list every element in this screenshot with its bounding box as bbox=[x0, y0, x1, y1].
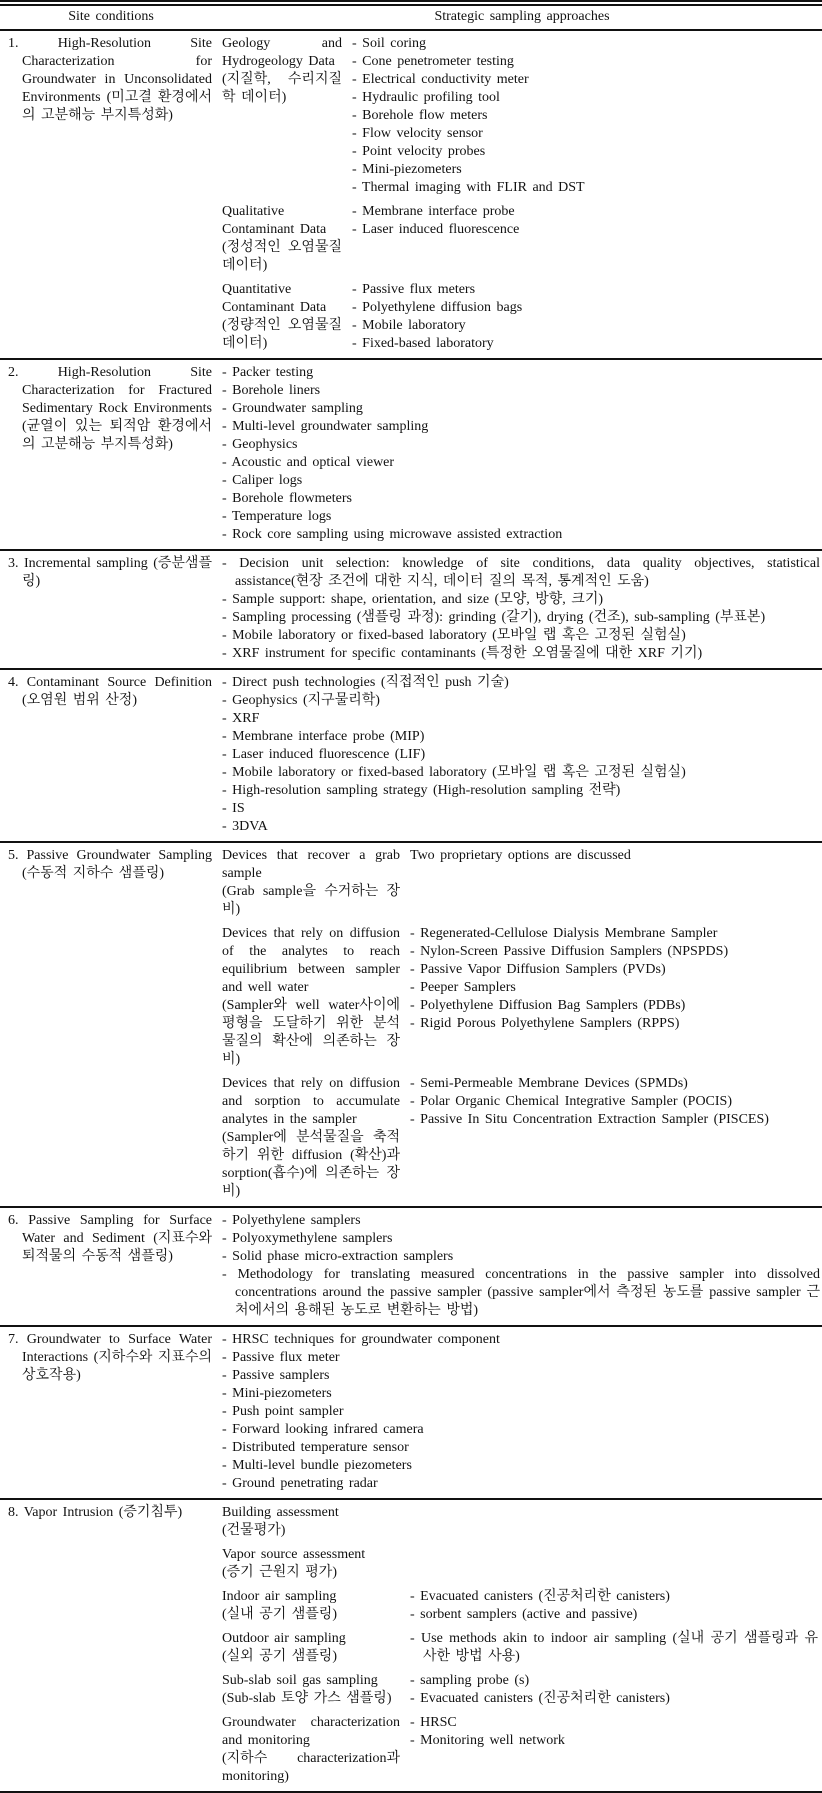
approach-item: - Point velocity probes bbox=[352, 144, 486, 159]
approach-item: - Caliper logs bbox=[222, 473, 303, 488]
approach-group-label-en: Devices that recover a grab sample bbox=[222, 848, 400, 881]
approach-group bbox=[222, 1672, 820, 1708]
table-row bbox=[0, 360, 822, 551]
approach-group bbox=[222, 1714, 820, 1786]
condition-cell: 2. High-Resolution Site Characterization for Fractured Sedimentary Rock Environments (균열이 있는 퇴적암 환경에서의 고분해능 부지특성화) bbox=[8, 365, 212, 452]
approach-item: - Membrane interface probe (MIP) bbox=[222, 729, 425, 744]
approach-item: - Groundwater sampling bbox=[222, 401, 363, 416]
approach-item: - Passive In Situ Concentration Extraction Sampler (PISCES) bbox=[410, 1112, 769, 1127]
approach-group-label-ko: (증기 근원지 평가) bbox=[222, 1565, 337, 1580]
approach-group bbox=[222, 1504, 820, 1540]
approach-group-label-en: Groundwater characterization and monitoring bbox=[222, 1715, 400, 1748]
approach-item: - Push point sampler bbox=[222, 1404, 344, 1419]
approach-group-label bbox=[222, 1630, 410, 1666]
approach-group-items bbox=[410, 1504, 820, 1540]
table-row bbox=[0, 1327, 822, 1500]
approach-item: - Cone penetrometer testing bbox=[352, 54, 514, 69]
approach-group-label-ko: (Grab sample을 수거하는 장비) bbox=[222, 884, 400, 917]
condition-cell: 4. Contaminant Source Definition (오염원 범위 산정) bbox=[8, 675, 212, 708]
approach-item: - Direct push technologies (직접적인 push 기술) bbox=[222, 675, 509, 690]
approach-item: - Hydraulic profiling tool bbox=[352, 90, 500, 105]
approach-group bbox=[222, 1075, 820, 1201]
approach-group-label bbox=[222, 1504, 410, 1540]
approach-item: - Rigid Porous Polyethylene Samplers (RPPS) bbox=[410, 1016, 680, 1031]
approach-group-items bbox=[410, 1588, 820, 1624]
approach-item: - Forward looking infrared camera bbox=[222, 1422, 424, 1437]
approach-item: - Methodology for translating measured concentrations in the passive sampler into dissolved concentrations around the passive sampler (passive sampler에서 측정된 농도를 passive sampler 근처에서의 용해된 농도로 변환하는 방법) bbox=[222, 1267, 820, 1318]
condition-cell: 1. High-Resolution Site Characterization for Groundwater in Unconsolidated Environments (미고결 환경에서의 고분해능 부지특성화) bbox=[8, 36, 212, 123]
approach-group-label-ko: (정성적인 오염물질 데이터) bbox=[222, 240, 342, 273]
approach-item: - Borehole liners bbox=[222, 383, 321, 398]
approach-item: - Polyoxymethylene samplers bbox=[222, 1231, 393, 1246]
approach-group-items bbox=[410, 1630, 820, 1666]
header-site-conditions: Site conditions bbox=[68, 9, 154, 24]
approach-item: - Borehole flow meters bbox=[352, 108, 488, 123]
approach-item: - Multi-level groundwater sampling bbox=[222, 419, 429, 434]
approaches-cell bbox=[222, 364, 822, 544]
approach-group-label-en: Vapor source assessment bbox=[222, 1547, 366, 1562]
approach-item: - HRSC bbox=[410, 1715, 457, 1730]
approach-group-items bbox=[352, 203, 820, 275]
approach-group-items bbox=[352, 35, 820, 197]
approach-item: - Mobile laboratory or fixed-based laboratory (모바일 랩 혹은 고정된 실험실) bbox=[222, 628, 686, 643]
approaches-cell bbox=[222, 555, 822, 663]
approach-group-label bbox=[222, 847, 410, 919]
table-body bbox=[0, 31, 822, 1793]
approach-item: - Nylon-Screen Passive Diffusion Samplers (NPSPDS) bbox=[410, 944, 729, 959]
approach-group bbox=[222, 35, 820, 197]
approach-group-label bbox=[222, 1546, 410, 1582]
approach-item: - Mini-piezometers bbox=[222, 1386, 332, 1401]
approach-group-label-en: Quantitative Contaminant Data bbox=[222, 282, 327, 315]
approach-item: - XRF instrument for specific contaminants (특정한 오염물질에 대한 XRF 기기) bbox=[222, 646, 703, 661]
approach-group-label bbox=[222, 925, 410, 1069]
approach-group-label-ko: (실내 공기 샘플링) bbox=[222, 1607, 337, 1622]
approach-group-items bbox=[410, 1714, 820, 1786]
approach-group-label-ko: (건물평가) bbox=[222, 1523, 286, 1538]
approach-item: - Rock core sampling using microwave assisted extraction bbox=[222, 527, 563, 542]
approach-item: - Mini-piezometers bbox=[352, 162, 462, 177]
approach-item: - Passive flux meters bbox=[352, 282, 476, 297]
approach-item: - Acoustic and optical viewer bbox=[222, 455, 395, 470]
condition-cell: 6. Passive Sampling for Surface Water and Sediment (지표수와 퇴적물의 수동적 샘플링) bbox=[8, 1213, 212, 1264]
table-row bbox=[0, 1500, 822, 1793]
approach-group-label bbox=[222, 1714, 410, 1786]
approach-item: - Polyethylene samplers bbox=[222, 1213, 361, 1228]
table-row bbox=[0, 31, 822, 360]
approach-item: - sorbent samplers (active and passive) bbox=[410, 1607, 638, 1622]
approach-item: - Regenerated-Cellulose Dialysis Membrane Sampler bbox=[410, 926, 718, 941]
approach-group-label-en: Qualitative Contaminant Data bbox=[222, 204, 327, 237]
approach-item: - Solid phase micro-extraction samplers bbox=[222, 1249, 454, 1264]
approach-item: - Passive Vapor Diffusion Samplers (PVDs) bbox=[410, 962, 666, 977]
approach-item: - Evacuated canisters (진공처리한 canisters) bbox=[410, 1589, 670, 1604]
approach-item: - Packer testing bbox=[222, 365, 314, 380]
approach-item: - Use methods akin to indoor air sampling (실내 공기 샘플링과 유사한 방법 사용) bbox=[410, 1631, 818, 1664]
approach-group-items bbox=[410, 1546, 820, 1582]
approach-item: - Passive samplers bbox=[222, 1368, 330, 1383]
approach-group-items bbox=[352, 281, 820, 353]
approach-group bbox=[222, 203, 820, 275]
condition-cell: 3. Incremental sampling (증분샘플링) bbox=[8, 556, 212, 589]
approach-group bbox=[222, 925, 820, 1069]
approach-group-label bbox=[222, 1588, 410, 1624]
approach-group-label-en: Devices that rely on diffusion of the analytes to reach equilibrium between sampler and well water bbox=[222, 926, 400, 995]
approach-item: - Electrical conductivity meter bbox=[352, 72, 529, 87]
table-row bbox=[0, 843, 822, 1208]
approach-group bbox=[222, 847, 820, 919]
approach-group-label-ko: (지질학, 수리지질학 데이터) bbox=[222, 72, 342, 105]
approach-item: - Monitoring well network bbox=[410, 1733, 565, 1748]
table-row bbox=[0, 670, 822, 843]
approach-group bbox=[222, 1588, 820, 1624]
approach-item: - Sample support: shape, orientation, and size (모양, 방향, 크기) bbox=[222, 592, 604, 607]
approaches-cell bbox=[222, 1504, 822, 1786]
approach-item: - Multi-level bundle piezometers bbox=[222, 1458, 412, 1473]
approach-note: Two proprietary options are discussed bbox=[410, 848, 631, 863]
condition-cell: 7. Groundwater to Surface Water Interactions (지하수와 지표수의 상호작용) bbox=[8, 1332, 212, 1383]
table-row bbox=[0, 551, 822, 670]
table-header bbox=[0, 6, 822, 31]
approach-item: - Decision unit selection: knowledge of site conditions, data quality objectives, statistical assistance(현장 조건에 대한 지식, 데이터 질의 목적, 통계적인 도움) bbox=[222, 556, 820, 589]
approach-group-label-ko: (Sub-slab 토양 가스 샘플링) bbox=[222, 1691, 392, 1706]
approach-item: - Passive flux meter bbox=[222, 1350, 340, 1365]
table-row bbox=[0, 1208, 822, 1327]
approach-group-items bbox=[410, 925, 820, 1069]
approach-group-items bbox=[410, 1672, 820, 1708]
approach-group-label bbox=[222, 281, 352, 353]
approach-item: - High-resolution sampling strategy (High-resolution sampling 전략) bbox=[222, 783, 621, 798]
approach-group-label-ko: (실외 공기 샘플링) bbox=[222, 1649, 337, 1664]
approach-group-label-en: Indoor air sampling bbox=[222, 1589, 337, 1604]
approach-group-label-ko: (정량적인 오염물질 데이터) bbox=[222, 318, 342, 351]
condition-cell: 8. Vapor Intrusion (증기침투) bbox=[8, 1505, 183, 1520]
approach-item: - Mobile laboratory bbox=[352, 318, 466, 333]
approach-item: - Peeper Samplers bbox=[410, 980, 516, 995]
condition-cell: 5. Passive Groundwater Sampling (수동적 지하수 샘플링) bbox=[8, 848, 212, 881]
approach-item: - Polar Organic Chemical Integrative Sampler (POCIS) bbox=[410, 1094, 732, 1109]
approach-item: - Flow velocity sensor bbox=[352, 126, 483, 141]
approach-group bbox=[222, 1546, 820, 1582]
approach-item: - Laser induced fluorescence (LIF) bbox=[222, 747, 426, 762]
approach-item: - Evacuated canisters (진공처리한 canisters) bbox=[410, 1691, 670, 1706]
approach-group bbox=[222, 1630, 820, 1666]
approaches-cell bbox=[222, 1331, 822, 1493]
approach-item: - Temperature logs bbox=[222, 509, 332, 524]
approach-group-label-en: Building assessment bbox=[222, 1505, 339, 1520]
approach-group-label-en: Outdoor air sampling bbox=[222, 1631, 346, 1646]
approach-group-label-en: Devices that rely on diffusion and sorption to accumulate analytes in the sampler bbox=[222, 1076, 400, 1127]
approach-item: - Polyethylene diffusion bags bbox=[352, 300, 523, 315]
approach-item: - sampling probe (s) bbox=[410, 1673, 530, 1688]
approach-group-items bbox=[410, 847, 820, 919]
approach-item: - 3DVA bbox=[222, 819, 268, 834]
approach-group-label-ko: (Sampler와 well water사이에 평형을 도달하기 위한 분석물질의 확산에 의존하는 장비) bbox=[222, 998, 400, 1067]
approach-item: - Ground penetrating radar bbox=[222, 1476, 378, 1491]
approach-item: - Membrane interface probe bbox=[352, 204, 515, 219]
approach-item: - Sampling processing (샘플링 과정): grinding (갈기), drying (건조), sub-sampling (부표본) bbox=[222, 610, 766, 625]
approach-group-label bbox=[222, 1075, 410, 1201]
approach-item: - XRF bbox=[222, 711, 260, 726]
approach-item: - IS bbox=[222, 801, 245, 816]
approach-group-label bbox=[222, 203, 352, 275]
approach-group-label bbox=[222, 1672, 410, 1708]
approach-group-label-ko: (지하수 characterization과 monitoring) bbox=[222, 1751, 400, 1784]
approach-item: - Laser induced fluorescence bbox=[352, 222, 520, 237]
approach-group bbox=[222, 281, 820, 353]
header-strategic-sampling: Strategic sampling approaches bbox=[434, 9, 610, 24]
approaches-cell bbox=[222, 674, 822, 836]
approaches-cell bbox=[222, 1212, 822, 1320]
approach-item: - Geophysics (지구물리학) bbox=[222, 693, 380, 708]
approach-group-label-ko: (Sampler에 분석물질을 축적하기 위한 diffusion (확산)과 sorption(흡수)에 의존하는 장비) bbox=[222, 1130, 400, 1199]
approach-item: - Distributed temperature sensor bbox=[222, 1440, 409, 1455]
approaches-cell bbox=[222, 35, 822, 353]
approach-item: - Fixed-based laboratory bbox=[352, 336, 494, 351]
approach-group-items bbox=[410, 1075, 820, 1201]
approach-item: - Semi-Permeable Membrane Devices (SPMDs) bbox=[410, 1076, 688, 1091]
approach-item: - Soil coring bbox=[352, 36, 426, 51]
approach-item: - Geophysics bbox=[222, 437, 298, 452]
approach-item: - HRSC techniques for groundwater component bbox=[222, 1332, 500, 1347]
approaches-cell bbox=[222, 847, 822, 1201]
approach-item: - Mobile laboratory or fixed-based laboratory (모바일 랩 혹은 고정된 실험실) bbox=[222, 765, 686, 780]
approach-group-label-en: Sub-slab soil gas sampling bbox=[222, 1673, 378, 1688]
approach-item: - Polyethylene Diffusion Bag Samplers (PDBs) bbox=[410, 998, 686, 1013]
approach-item: - Thermal imaging with FLIR and DST bbox=[352, 180, 585, 195]
approach-item: - Borehole flowmeters bbox=[222, 491, 352, 506]
approach-group-label-en: Geology and Hydrogeology Data bbox=[222, 36, 342, 69]
approach-group-label bbox=[222, 35, 352, 197]
